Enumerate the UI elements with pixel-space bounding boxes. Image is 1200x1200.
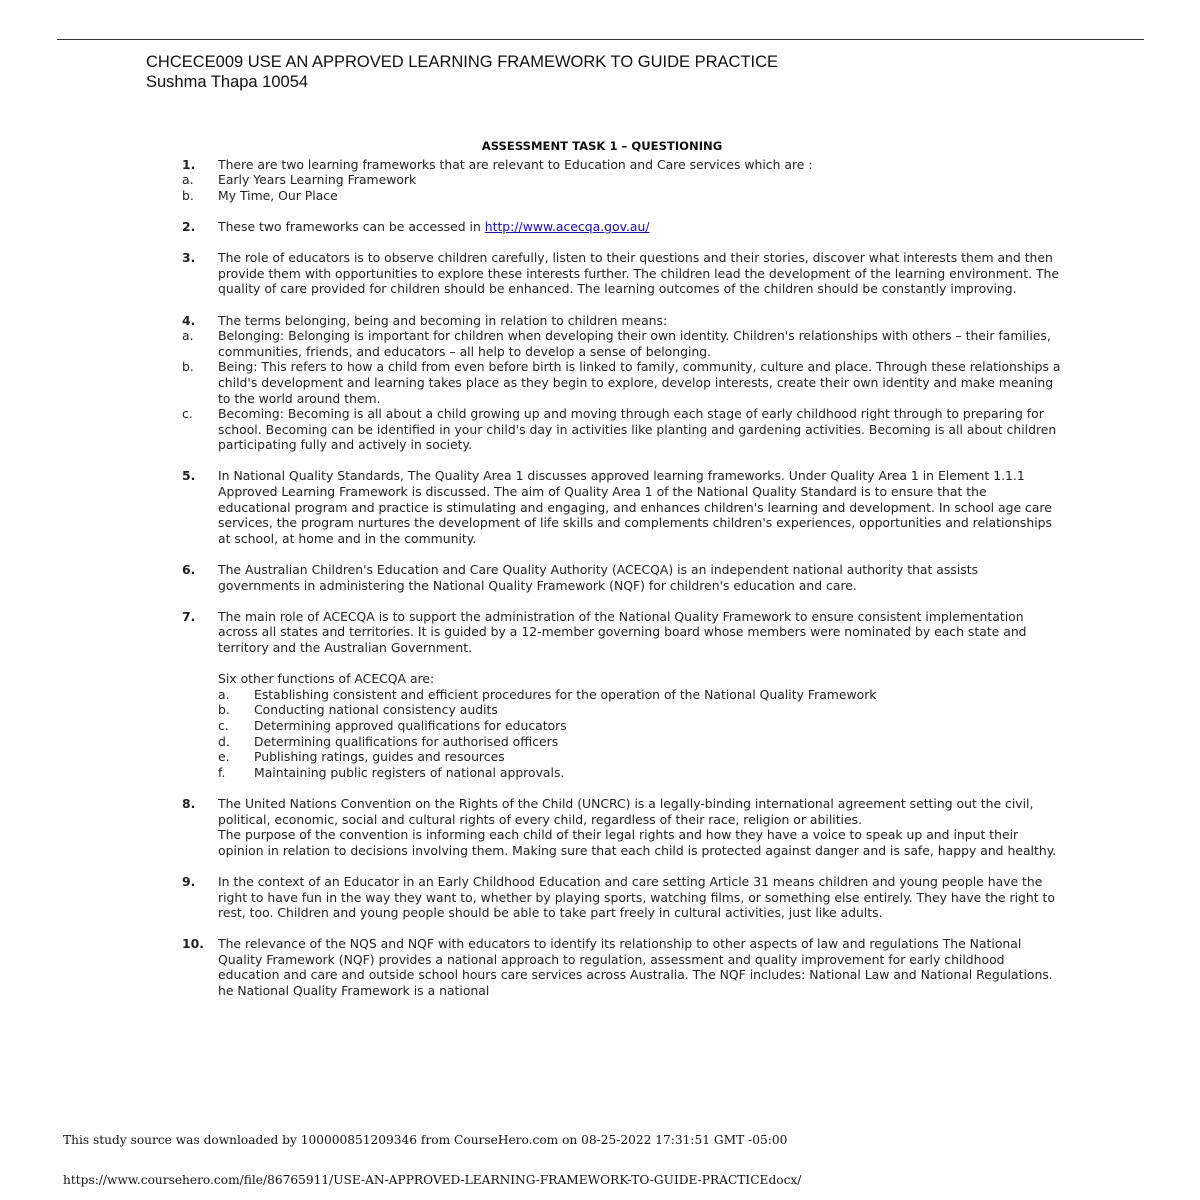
document-body <box>182 139 1062 1014</box>
list-letter: d. <box>218 733 230 749</box>
question-6 <box>182 562 1062 593</box>
question-number: 5. <box>182 468 196 484</box>
question-9 <box>182 874 1062 921</box>
list-item <box>218 702 1062 718</box>
question-text: The terms belonging, being and becoming in relation to children means: <box>218 312 668 328</box>
question-text: The main role of ACECQA is to support the administration of the National Quality Framework to ensure consistent implementation across all states and territories. It is guided by a 12-member governing board whose members were nominated by each state and territory and the Australian Government. <box>218 608 1027 655</box>
question-text: The role of educators is to observe children carefully, listen to their questions and their stories, discover what interests them and then provide them with opportunities to explore these interests further. The children lead the development of the learning environment. The quality of care provided for children should be enhanced. The learning outcomes of the children should be constantly improving. <box>218 250 1060 297</box>
list-letter: f. <box>218 764 226 780</box>
question-3 <box>182 250 1062 297</box>
question-text: The Australian Children's Education and Care Quality Authority (ACECQA) is an independent national authority that assists governments in administering the National Quality Framework (NQF) for children's education and care. <box>218 562 979 593</box>
header-divider <box>57 39 1144 40</box>
list-text: Maintaining public registers of national approvals. <box>254 764 565 780</box>
list-item <box>218 718 1062 734</box>
question-8 <box>182 796 1062 858</box>
question-1 <box>182 157 1062 204</box>
question-text: In the context of an Educator in an Early Childhood Education and care setting Article 31 means children and young people have the right to have fun in the way they want to, whether by playing sports, watching films, or something else entirely. They have the right to rest, too. Children and young people should be able to take part freely in cultural activities, just like adults. <box>218 873 1055 921</box>
acecqa-link[interactable]: http://www.acecqa.gov.au/ <box>484 218 650 234</box>
task-heading: ASSESSMENT TASK 1 – QUESTIONING <box>481 139 723 153</box>
list-item <box>218 734 1062 750</box>
question-text: There are two learning frameworks that are relevant to Education and Care services which are : <box>218 156 813 172</box>
question-number: 9. <box>182 873 196 889</box>
question-number: 4. <box>182 312 196 328</box>
list-text: Determining approved qualifications for educators <box>254 717 567 733</box>
list-text: Early Years Learning Framework <box>218 172 417 188</box>
list-item <box>182 359 1062 406</box>
list-item <box>182 406 1062 453</box>
question-7 <box>182 609 1062 781</box>
document-header <box>146 52 778 92</box>
question-10 <box>182 936 1062 998</box>
question-text: The United Nations Convention on the Rights of the Child (UNCRC) is a legally-binding international agreement setting out the civil, political, economic, social and cultural rights of every child, regardless of their race, religion or abilities. <box>218 795 1034 827</box>
list-letter: a. <box>182 172 194 188</box>
list-letter: b. <box>218 702 230 718</box>
question-text: In National Quality Standards, The Quality Area 1 discusses approved learning frameworks. Under Quality Area 1 in Element 1.1.1 Approved Learning Framework is discussed. The aim of Quality Area 1 of the National Quality Standard is to ensure that the educational program and practice is stimulating and engaging, and enhances children's learning and development. In school age care services, the program nurtures the development of life skills and complements children's experiences, opportunities and relationships at school, at home and in the community. <box>218 468 1052 546</box>
list-text: Being: This refers to how a child from even before birth is linked to family, community, culture and place. Through these relationships a child's development and learning takes place as they begin to explore, develop interests, create their own identity and make meaning to the world around them. <box>218 359 1061 406</box>
list-letter: b. <box>182 187 194 203</box>
list-text: Becoming: Becoming is all about a child growing up and moving through each stage of early childhood right through to preparing for school. Becoming can be identified in your child's day in activities like planting and gardening activities. Becoming is all about children participating fully and actively in society. <box>218 406 1057 453</box>
list-letter: b. <box>182 359 194 375</box>
list-letter: c. <box>218 717 229 733</box>
list-item <box>218 765 1062 781</box>
question-number: 6. <box>182 562 196 578</box>
list-item <box>182 188 1062 204</box>
list-letter: a. <box>182 328 194 344</box>
question-text: The relevance of the NQS and NQF with educators to identify its relationship to other aspects of law and regulations The National Quality Framework (NQF) provides a national approach to regulation, assessment and quality improvement for early childhood education and care and outside school hours care services across Australia. The NQF includes: National Law and National Regulations. he National Quality Framework is a national <box>218 936 1053 999</box>
source-url[interactable]: https://www.coursehero.com/file/86765911/USE-AN-APPROVED-LEARNING-FRAMEWORK-TO-GUIDE-PRACTICEdocx/ <box>63 1173 802 1187</box>
list-text: My Time, Our Place <box>218 187 338 203</box>
question-number: 3. <box>182 250 196 266</box>
download-notice: This study source was downloaded by 100000851209346 from CourseHero.com on 08-25-2022 17:31:51 GMT -05:00 <box>63 1133 788 1147</box>
question-number: 7. <box>182 608 196 624</box>
question-number: 8. <box>182 795 196 811</box>
list-item <box>182 328 1062 359</box>
list-text: Publishing ratings, guides and resources <box>254 749 505 765</box>
question-text-continued: The purpose of the convention is informing each child of their legal rights and how they have a voice to speak up and input their opinion in relation to decisions involving them. Making sure that each child is protected against danger and is safe, happy and healthy. <box>218 827 1057 858</box>
list-item <box>218 687 1062 703</box>
list-letter: a. <box>218 686 230 702</box>
author-line: Sushma Thapa 10054 <box>146 73 309 91</box>
list-text: Belonging: Belonging is important for children when developing their own identity. Children's relationships with others – their families, communities, friends, and educators – all help to develop a sense of belonging. <box>218 328 1051 359</box>
question-number: 10. <box>182 936 204 952</box>
question-number: 1. <box>182 156 196 172</box>
list-letter: e. <box>218 749 230 765</box>
question-2 <box>182 219 1062 235</box>
list-item <box>218 749 1062 765</box>
question-4 <box>182 313 1062 453</box>
list-item <box>182 172 1062 188</box>
list-text: Determining qualifications for authorised officers <box>254 733 559 749</box>
list-letter: c. <box>182 406 193 422</box>
question-text: These two frameworks can be accessed in <box>218 218 485 234</box>
list-text: Establishing consistent and efficient procedures for the operation of the National Quality Framework <box>254 686 877 702</box>
question-5 <box>182 468 1062 546</box>
sub-heading: Six other functions of ACECQA are: <box>218 671 435 687</box>
question-number: 2. <box>182 218 196 234</box>
list-text: Conducting national consistency audits <box>254 702 498 718</box>
document-title: CHCECE009 USE AN APPROVED LEARNING FRAMEWORK TO GUIDE PRACTICE <box>146 53 779 71</box>
